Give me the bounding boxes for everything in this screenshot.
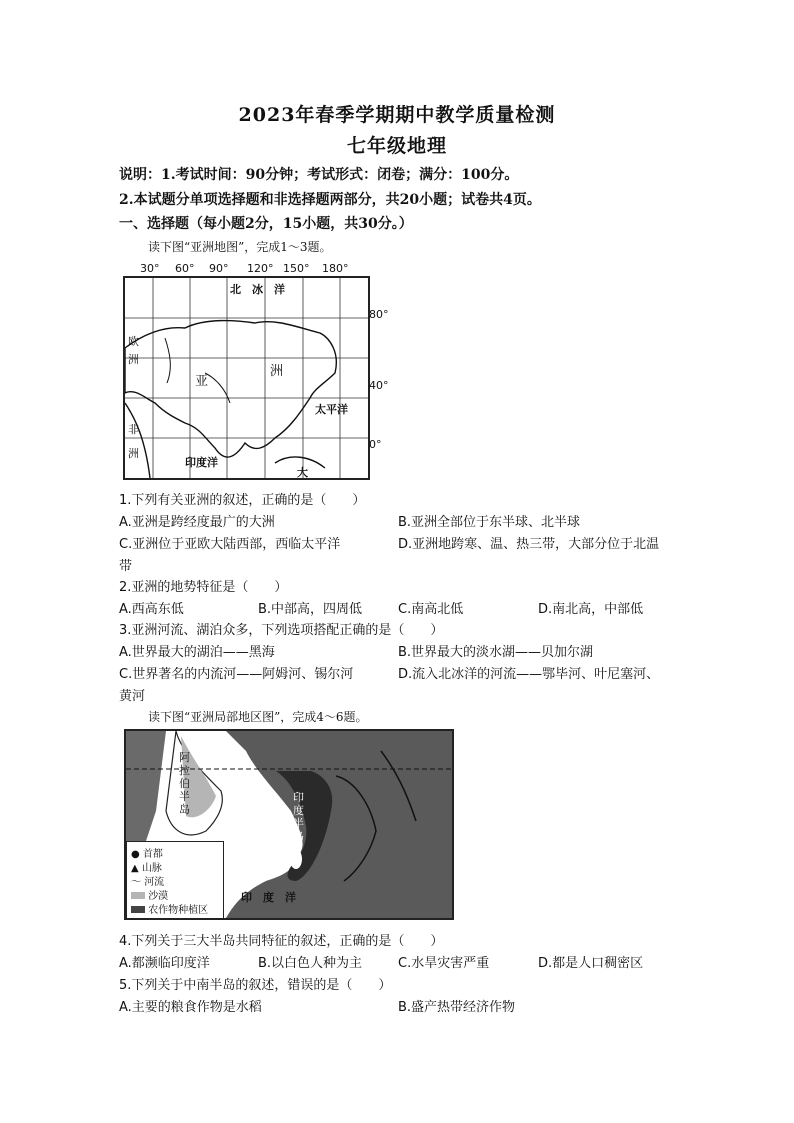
tick-180: 180° bbox=[322, 262, 349, 275]
legend-capital-label: 首都 bbox=[142, 849, 163, 860]
tick-0: 0° bbox=[369, 438, 382, 451]
indian-peninsula-label: 印度半岛 bbox=[293, 791, 304, 843]
q2-stem: 2.亚洲的地势特征是（ ） bbox=[119, 580, 288, 595]
asia-label-2: 洲 bbox=[270, 364, 284, 379]
europe-label: 欧 洲 bbox=[128, 335, 139, 366]
indian-ocean-label-2: 印 度 洋 bbox=[241, 891, 296, 904]
q5-stem: 5.下列关于中南半岛的叙述，错误的是（ ） bbox=[119, 978, 392, 993]
q3-option-d-wrap: 黄河 bbox=[119, 689, 146, 704]
africa-label: 非 洲 bbox=[128, 423, 139, 460]
south-asia-map bbox=[124, 729, 454, 920]
q4-option-b: B.以白色人种为主 bbox=[258, 956, 363, 971]
q2-option-d: D.南北高，中部低 bbox=[538, 602, 644, 617]
q1-option-c: C.亚洲位于亚欧大陆西部，西临太平洋 bbox=[119, 537, 341, 552]
map1-intro: 读下图“亚洲地图”，完成1～3题。 bbox=[148, 240, 332, 254]
q5-option-a: A.主要的粮食作物是水稻 bbox=[119, 1000, 262, 1015]
q1-option-d: D.亚洲地跨寒、温、热三带，大部分位于北温 bbox=[398, 537, 660, 552]
tick-90: 90° bbox=[209, 262, 229, 275]
indian-ocean-label: 印度洋 bbox=[185, 456, 218, 469]
instruction-line-2: 2.本试题分单项选择题和非选择题两部分，共20小题；试卷共4页。 bbox=[119, 192, 541, 208]
q2-option-c: C.南高北低 bbox=[398, 602, 464, 617]
tick-80n: 80° bbox=[369, 308, 389, 321]
legend-river bbox=[131, 873, 164, 888]
tick-40n: 40° bbox=[369, 379, 389, 392]
exam-title: 2023年春季学期期中教学质量检测 bbox=[238, 104, 556, 126]
mountain-icon: ▲ bbox=[131, 863, 139, 874]
crop-area-icon bbox=[131, 906, 145, 913]
q1-option-b: B.亚洲全部位于东半球、北半球 bbox=[398, 515, 581, 530]
legend-mountain bbox=[131, 859, 162, 874]
q2-option-b: B.中部高，四周低 bbox=[258, 602, 363, 617]
section-heading: 一、选择题（每小题2分，15小题，共30分。） bbox=[119, 216, 413, 232]
legend-desert-label: 沙漠 bbox=[148, 891, 169, 902]
q4-option-d: D.都是人口稠密区 bbox=[538, 956, 644, 971]
q1-stem: 1.下列有关亚洲的叙述，正确的是（ ） bbox=[119, 493, 366, 508]
desert-icon bbox=[131, 892, 145, 899]
map2-legend bbox=[126, 841, 224, 919]
q5-option-b: B.盛产热带经济作物 bbox=[398, 1000, 516, 1015]
q3-option-b: B.世界最大的淡水湖——贝加尔湖 bbox=[398, 645, 594, 660]
legend-mountain-label: 山脉 bbox=[141, 863, 162, 874]
exam-subtitle: 七年级地理 bbox=[346, 135, 447, 157]
legend-river-label: 河流 bbox=[144, 877, 165, 888]
legend-crop-label: 农作物种植区 bbox=[148, 905, 209, 916]
q3-option-a: A.世界最大的湖泊——黑海 bbox=[119, 645, 275, 660]
q3-option-d: D.流入北冰洋的河流——鄂毕河、叶尼塞河、 bbox=[398, 667, 660, 682]
asia-map bbox=[120, 258, 389, 484]
arctic-ocean-label: 北 冰 洋 bbox=[230, 283, 285, 296]
q4-option-c: C.水旱灾害严重 bbox=[398, 956, 490, 971]
legend-capital bbox=[131, 845, 163, 860]
map2-intro: 读下图“亚洲局部地区图”，完成4～6题。 bbox=[148, 710, 368, 724]
legend-crop bbox=[131, 901, 208, 916]
tick-30: 30° bbox=[140, 262, 160, 275]
tick-150: 150° bbox=[283, 262, 310, 275]
capital-icon: ● bbox=[131, 849, 140, 860]
q4-option-a: A.都濒临印度洋 bbox=[119, 956, 210, 971]
pacific-ocean-label: 太平洋 bbox=[315, 403, 348, 416]
tick-120: 120° bbox=[247, 262, 274, 275]
asia-map-graphic bbox=[125, 278, 368, 478]
q3-option-c: C.世界著名的内流河——阿姆河、锡尔河 bbox=[119, 667, 354, 682]
q4-stem: 4.下列关于三大半岛共同特征的叙述，正确的是（ ） bbox=[119, 934, 444, 949]
tick-60: 60° bbox=[175, 262, 195, 275]
instruction-line-1: 说明：1.考试时间：90分钟；考试形式：闭卷；满分：100分。 bbox=[119, 167, 519, 183]
arabian-peninsula-label: 阿拉伯半岛 bbox=[179, 751, 190, 816]
oceania-label: 大 bbox=[297, 466, 308, 479]
q2-option-a: A.西高东低 bbox=[119, 602, 184, 617]
q3-stem: 3.亚洲河流、湖泊众多，下列选项搭配正确的是（ ） bbox=[119, 623, 444, 638]
asia-map-frame bbox=[123, 276, 370, 480]
q1-option-d-wrap: 带 bbox=[119, 559, 133, 574]
q1-option-a: A.亚洲是跨经度最广的大洲 bbox=[119, 515, 275, 530]
river-icon: ～ bbox=[131, 877, 141, 888]
asia-label-1: 亚 bbox=[195, 374, 209, 389]
legend-desert bbox=[131, 887, 168, 902]
